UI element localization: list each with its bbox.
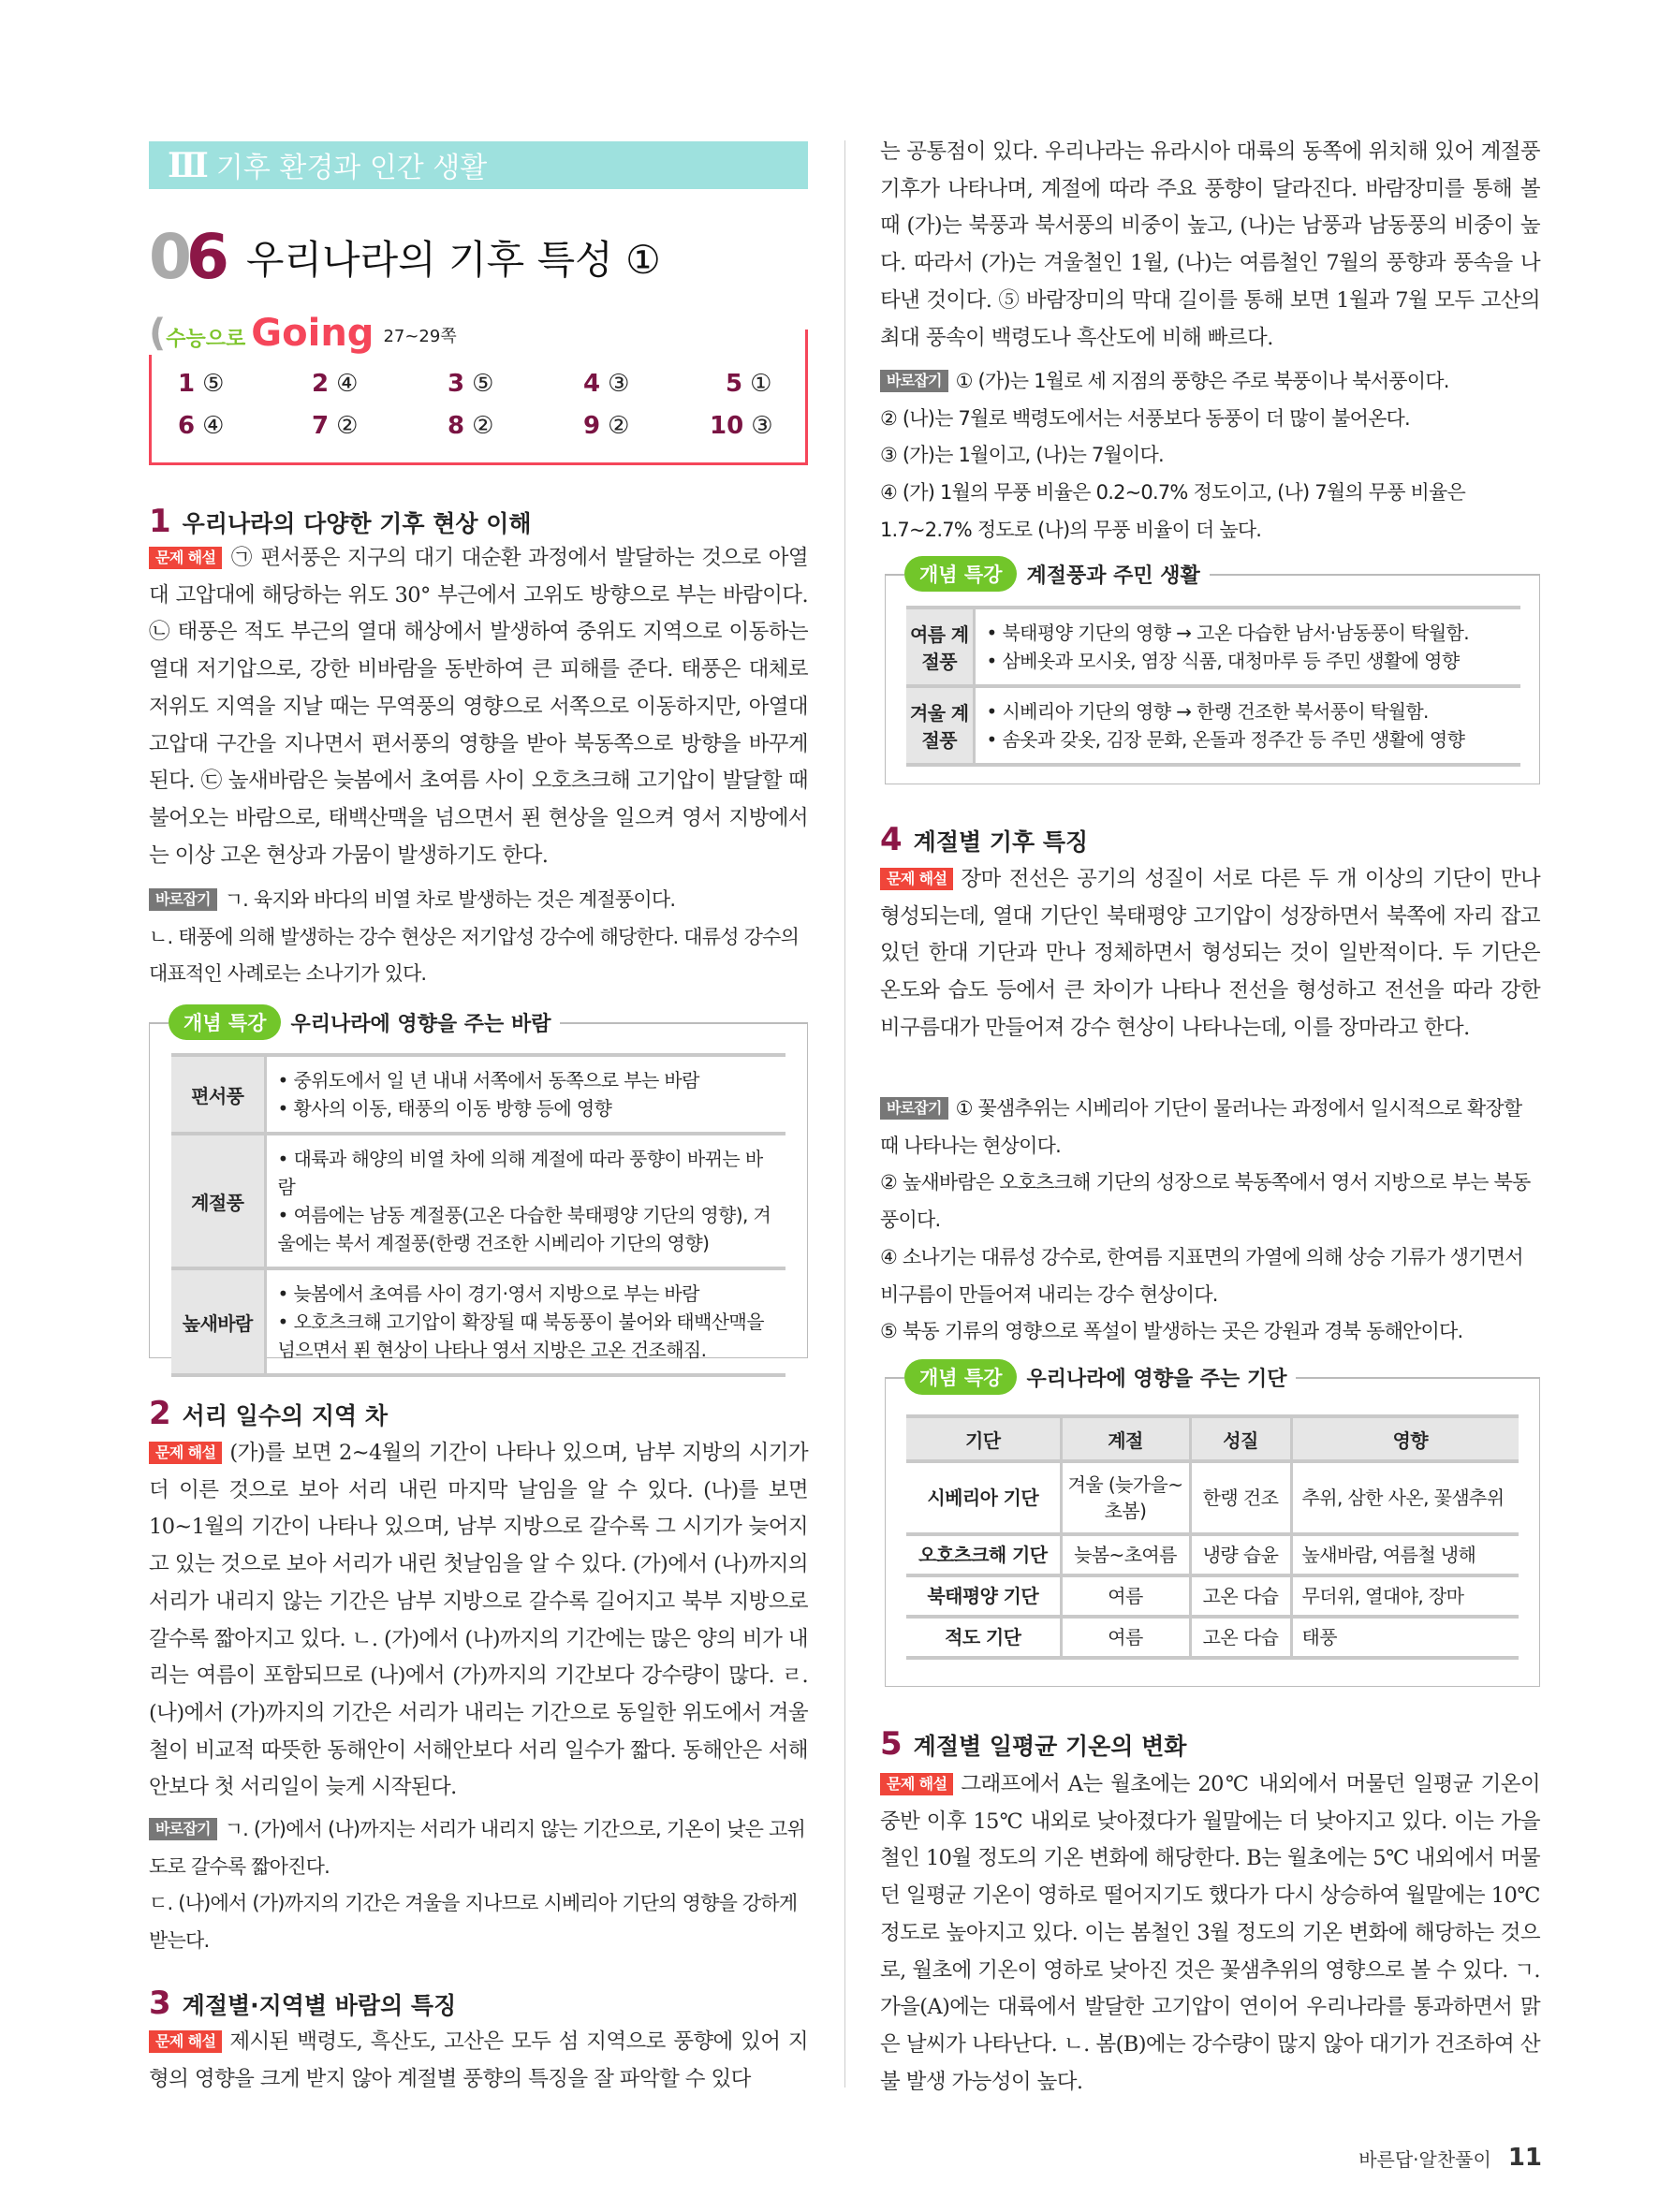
section-number: 3 [149,1985,171,2022]
going-logo-prefix: 수능으로 [166,328,246,351]
question-number: 1 [178,370,196,398]
winds-table [171,1053,785,1377]
answer-item [583,412,629,440]
row-content [265,1055,785,1134]
fix-item: ㄴ. 태풍에 의해 발생하는 강수 현상은 저기압성 강수에 해당한다. 대류성 강수의 대표적인 사례로는 소나기가 있다. [149,925,800,986]
bullet: • 여름에는 남동 계절풍(고온 다습한 북태평양 기단의 영향), 겨울에는 북서 계절풍(한랭 건조한 시베리아 기단의 영향) [277,1204,771,1254]
explain-badge: 문제 해설 [149,547,222,569]
table-row [906,686,1520,765]
answer-choice: ② [608,412,630,440]
lesson-title: 우리나라의 기후 특성 ① [245,237,661,283]
unit-title: 기후 환경과 인간 생활 [215,152,488,184]
question-number: 10 [710,412,744,440]
concept-title: 계절풍과 주민 생활 [1026,564,1200,588]
section-4-fixes [880,1091,1540,1351]
fix-item: ③ (가)는 1월이고, (나)는 7월이다. [880,444,1164,467]
section-3-heading [149,1985,456,2022]
fix-item: ④ (가) 1월의 무풍 비율은 0.2~0.7% 정도이고, (나) 7월의 무풍 비율은 1.7~2.7% 정도로 (나)의 무풍 비율이 더 높다. [880,481,1466,541]
concept-header [904,556,1210,592]
table-cell: 겨울 (늦가을~초봄) [1061,1461,1190,1534]
bullet: • 황사의 이동, 태풍의 이동 방향 등에 영향 [277,1097,612,1120]
fix-item: ① (가)는 1월로 세 지점의 풍향은 주로 북풍이나 북서풍이다. [955,370,1449,392]
column-header: 기단 [906,1416,1061,1461]
fix-item: ① 꽃샘추위는 시베리아 기단이 물러나는 과정에서 일시적으로 확장할 때 나타나는 현상이다. [880,1097,1522,1157]
answer-choice: ③ [608,370,630,398]
table-row [906,1617,1519,1658]
section-3-explain-continued: 는 공통점이 있다. 우리나라는 유라시아 대륙의 동쪽에 위치해 있어 계절풍 기후가 나타나며, 계절에 따라 주요 풍향이 달라진다. 바람장미를 통해 볼 때 (가)는 북풍과 북서풍의 비중이 높고, (나)는 남풍과 남동풍의 비중이 높다. 따라서 (가)는 겨울철인 1월, (나)는 여름철인 7월의 풍향과 풍속을 나타낸 것이다. ⑤ 바람장미의 막대 길이를 통해 보면 1월과 7월 모두 고산의 최대 풍속이 백령도나 흑산도에 비해 빠르다. [880,139,1540,350]
section-3-explain [149,2024,808,2098]
explain-text: (가)를 보면 2~4월의 기간이 나타나 있으며, 남부 지방의 시기가 더 이른 것으로 보아 서리 내린 마지막 날임을 알 수 있다. (나)를 보면 10~1월의 기간이 나타나 있으며, 남부 지방으로 갈수록 그 시기가 늦어지고 있는 것으로 보아 서리가 내린 첫날임을 알 수 있다. (가)에서 (나)까지의 서리가 내리지 않는 기간은 남부 지방으로 갈수록 길어지고 북부 지방으로 갈수록 짧아지고 있다. ㄴ. (가)에서 (나)까지의 기간에는 많은 양의 비가 내리는 여름이 포함되므로 (나)에서 (가)까지의 기간보다 강수량이 많다. ㄹ. (나)에서 (가)까지의 기간은 서리가 내리는 기간으로 동일한 위도에서 겨울철이 비교적 따뜻한 동해안이 서해안보다 서리 일수가 짧다. 동해안은 서해안보다 첫 서리일이 늦게 시작된다. [149,1441,808,1800]
table-cell: 추위, 삼한 사온, 꽃샘추위 [1291,1461,1519,1534]
explain-badge: 문제 해설 [880,1773,953,1795]
table-cell: 시베리아 기단 [906,1461,1061,1534]
answer-choice: ⑤ [472,370,494,398]
table-row [906,1575,1519,1617]
section-title: 계절별·지역별 바람의 특징 [182,1992,457,2019]
table-cell: 태풍 [1291,1617,1519,1658]
section-1-fixes [149,882,808,993]
table-row [906,1461,1519,1534]
section-number: 2 [149,1395,171,1432]
table-cell: 북태평양 기단 [906,1575,1061,1617]
section-3-fixes [880,363,1540,549]
row-header: 계절풍 [171,1134,265,1268]
going-header [149,312,466,355]
section-title: 우리나라의 다양한 기후 현상 이해 [182,510,532,537]
unit-band [149,141,808,189]
section-number: 5 [880,1725,903,1763]
question-number: 6 [178,412,196,440]
table-cell: 무더위, 열대야, 장마 [1291,1575,1519,1617]
fix-badge: 바로잡기 [149,888,217,911]
fix-item: ② 높새바람은 오호츠크해 기단의 성장으로 북동쪽에서 영서 지방으로 부는 북동풍이다. [880,1171,1531,1232]
airmass-table [906,1414,1519,1660]
question-number: 5 [726,370,743,398]
going-logo-word: Going [251,312,374,355]
question-number: 3 [448,370,465,398]
concept-title: 우리나라에 영향을 주는 기단 [1026,1367,1287,1391]
section-2-explain [149,1435,808,1807]
table-cell: 오호츠크해 기단 [906,1534,1061,1575]
row-content [974,608,1520,686]
bullet: • 오호츠크해 고기압이 확장될 때 북동풍이 불어와 태백산맥을 넘으면서 푄 현상이 나타나 영서 지방은 고온 건조해짐. [277,1311,764,1361]
section-1-explain [149,540,808,874]
table-row [171,1134,785,1268]
row-header: 높새바람 [171,1268,265,1375]
row-content [974,686,1520,765]
column-divider [844,140,845,2087]
section-5-explain [880,1766,1540,2101]
lesson-number-digit: 0 [149,221,186,293]
table-cell: 높새바람, 여름철 냉해 [1291,1534,1519,1575]
row-header-text: 여름 계절풍 [909,623,969,673]
question-number: 4 [583,370,601,398]
concept-badge: 개념 특강 [169,1004,281,1040]
section-title: 서리 일수의 지역 차 [182,1402,388,1429]
bullet: • 시베리아 기단의 영향 → 한랭 건조한 북서풍이 탁월함. [986,700,1429,723]
section-2-fixes [149,1811,808,1960]
answer-item [312,370,358,398]
answer-item [726,370,771,398]
question-number: 2 [312,370,330,398]
section-number: 1 [149,503,171,540]
fix-item: ② (나)는 7월로 백령도에서는 서풍보다 동풍이 더 많이 불어온다. [880,406,1410,430]
fix-badge: 바로잡기 [149,1818,217,1840]
answer-item [583,370,629,398]
table-cell: 늦봄~초여름 [1061,1534,1190,1575]
table-header-row [906,1416,1519,1461]
row-content [265,1134,785,1268]
explain-badge: 문제 해설 [149,1442,222,1464]
fix-item: ㄱ. 육지와 바다의 비열 차로 발생하는 것은 계절풍이다. [224,888,676,911]
answer-item [448,370,493,398]
lesson-number-digit: 6 [185,221,224,293]
explain-badge: 문제 해설 [880,868,953,890]
section-number: 4 [880,821,903,858]
row-header-text: 겨울 계절풍 [909,702,969,752]
fix-item: ④ 소나기는 대류성 강수로, 한여름 지표면의 가열에 의해 상승 기류가 생기면서 비구름이 만들어져 내리는 강수 현상이다. [880,1245,1523,1306]
concept-badge: 개념 특강 [904,1359,1017,1395]
column-header: 영향 [1291,1416,1519,1461]
section-title: 계절별 일평균 기온의 변화 [913,1733,1187,1760]
monsoon-table [906,606,1520,767]
concept-title: 우리나라에 영향을 주는 바람 [290,1012,551,1036]
section-title: 계절별 기후 특징 [913,828,1089,856]
column-header: 성질 [1190,1416,1291,1461]
lesson-header [149,221,661,293]
section-4-explain [880,861,1540,1047]
section-1-heading [149,503,532,540]
table-cell: 고온 다습 [1190,1617,1291,1658]
fix-item: ⑤ 북동 기류의 영향으로 폭설이 발생하는 곳은 강원과 경북 동해안이다. [880,1320,1463,1343]
table-cell: 여름 [1061,1575,1190,1617]
explain-text: 그래프에서 A는 월초에는 20℃ 내외에서 머물던 일평균 기온이 중반 이후 15℃ 내외로 낮아졌다가 월말에는 더 낮아지고 있다. 이는 가을철인 10월 정도의 기온 변화에 해당한다. B는 월초에는 5℃ 내외에서 머물던 일평균 기온이 영하로 떨어지기도 했다가 다시 상승하여 월말에는 10℃ 정도로 높아지고 있다. 이는 봄철인 3월 정도의 기온 변화에 해당하는 것으로, 월초에 기온이 영하로 낮아진 것은 꽃샘추위의 영향으로 볼 수 있다. ㄱ. 가을(A)에는 대륙에서 발달한 고기압이 연이어 우리나라를 통과하면서 맑은 날씨가 나타난다. ㄴ. 봄(B)에는 강수량이 많지 않아 대기가 건조하여 산불 발생 가능성이 높다. [880,1772,1540,2094]
fix-item: ㄱ. (가)에서 (나)까지는 서리가 내리지 않는 기간으로, 기온이 낮은 고위도로 갈수록 짧아진다. [149,1818,805,1878]
table-cell: 여름 [1061,1617,1190,1658]
fix-badge: 바로잡기 [880,1097,948,1120]
table-cell: 고온 다습 [1190,1575,1291,1617]
answer-choice: ① [750,370,772,398]
table-row [171,1055,785,1134]
row-header: 편서풍 [171,1055,265,1134]
going-logo: (수능으로 Going [149,312,374,355]
answer-choice: ⑤ [202,370,225,398]
table-cell: 적도 기단 [906,1617,1061,1658]
page-footer [1358,2144,1542,2172]
bullet: • 삼베옷과 모시옷, 염장 식품, 대청마루 등 주민 생활에 영향 [986,650,1460,672]
explain-text: ㉠ 편서풍은 지구의 대기 대순환 과정에서 발달하는 것으로 아열대 고압대에 해당하는 위도 30° 부근에서 고위도 방향으로 부는 바람이다. ㉡ 태풍은 적도 부근의 열대 해상에서 발생하여 중위도 지역으로 이동하는 열대 저기압으로, 강한 비바람을 동반하여 큰 피해를 준다. 태풍은 대체로 저위도 지역을 지날 때는 무역풍의 영향으로 서쪽으로 이동하지만, 아열대 고압대 구간을 지나면서 편서풍의 영향을 받아 북동쪽으로 방향을 바꾸게 된다. ㉢ 높새바람은 늦봄에서 초여름 사이 오호츠크해 고기압이 발달할 때 불어오는 바람으로, 태백산맥을 넘으면서 푄 현상을 일으켜 영서 지방에서는 이상 고온 현상과 가뭄이 발생하기도 한다. [149,546,808,868]
explain-text: 장마 전선은 공기의 성질이 서로 다른 두 개 이상의 기단이 만나 형성되는데, 열대 기단인 북태평양 고기압이 성장하면서 북쪽에 자리 잡고 있던 한대 기단과 만나 정체하면서 형성되는 것이 일반적이다. 두 기단은 온도와 습도 등에서 큰 차이가 나타나 전선을 형성하고 전선을 따라 강한 비구름대가 만들어져 강수 현상이 나타나는데, 이를 장마라고 한다. [880,867,1540,1040]
concept-header [904,1359,1296,1395]
answer-item [448,412,493,440]
row-content [265,1268,785,1375]
section-4-heading [880,821,1088,858]
row-header [906,608,974,686]
going-pages: 27~29쪽 [383,327,457,346]
bullet: • 중위도에서 일 년 내내 서쪽에서 동쪽으로 부는 바람 [277,1069,699,1091]
bullet: • 늦봄에서 초여름 사이 경기·영서 지방으로 부는 바람 [277,1282,699,1305]
fix-item: ㄷ. (나)에서 (가)까지의 기간은 겨울을 지나므로 시베리아 기단의 영향을 강하게 받는다. [149,1892,798,1953]
concept-header [169,1004,560,1040]
row-header [906,686,974,765]
unit-numeral: Ⅲ [168,146,209,185]
lesson-number [149,221,224,293]
table-row [906,1534,1519,1575]
question-number: 8 [448,412,465,440]
answer-item [312,412,358,440]
explain-badge: 문제 해설 [149,2030,222,2053]
question-number: 9 [583,412,601,440]
table-cell: 냉량 습윤 [1190,1534,1291,1575]
page-number: 11 [1507,2144,1542,2172]
concept-badge: 개념 특강 [904,556,1017,592]
question-number: 7 [312,412,330,440]
bullet: • 솜옷과 갖옷, 김장 문화, 온돌과 정주간 등 주민 생활에 영향 [986,728,1465,751]
column-header: 계절 [1061,1416,1190,1461]
table-cell: 한랭 건조 [1190,1461,1291,1534]
answer-item [178,370,224,398]
answer-choice: ② [336,412,359,440]
table-row [171,1268,785,1375]
footer-label: 바른답·알찬풀이 [1358,2147,1491,2171]
section-5-heading [880,1725,1186,1763]
answer-choice: ③ [751,412,773,440]
fix-badge: 바로잡기 [880,370,948,392]
table-row [906,608,1520,686]
section-2-heading [149,1395,388,1432]
answer-choice: ④ [336,370,359,398]
answer-item [178,412,224,440]
bullet: • 대륙과 해양의 비열 차에 의해 계절에 따라 풍향이 바뀌는 바람 [277,1148,763,1198]
answer-item [710,412,773,440]
explain-text: 제시된 백령도, 흑산도, 고산은 모두 섬 지역으로 풍향에 있어 지형의 영향을 크게 받지 않아 계절별 풍향의 특징을 잘 파악할 수 있다 [149,2029,808,2091]
answer-choice: ④ [202,412,225,440]
answer-choice: ② [472,412,494,440]
bullet: • 북태평양 기단의 영향 → 고온 다습한 남서·남동풍이 탁월함. [986,622,1469,644]
